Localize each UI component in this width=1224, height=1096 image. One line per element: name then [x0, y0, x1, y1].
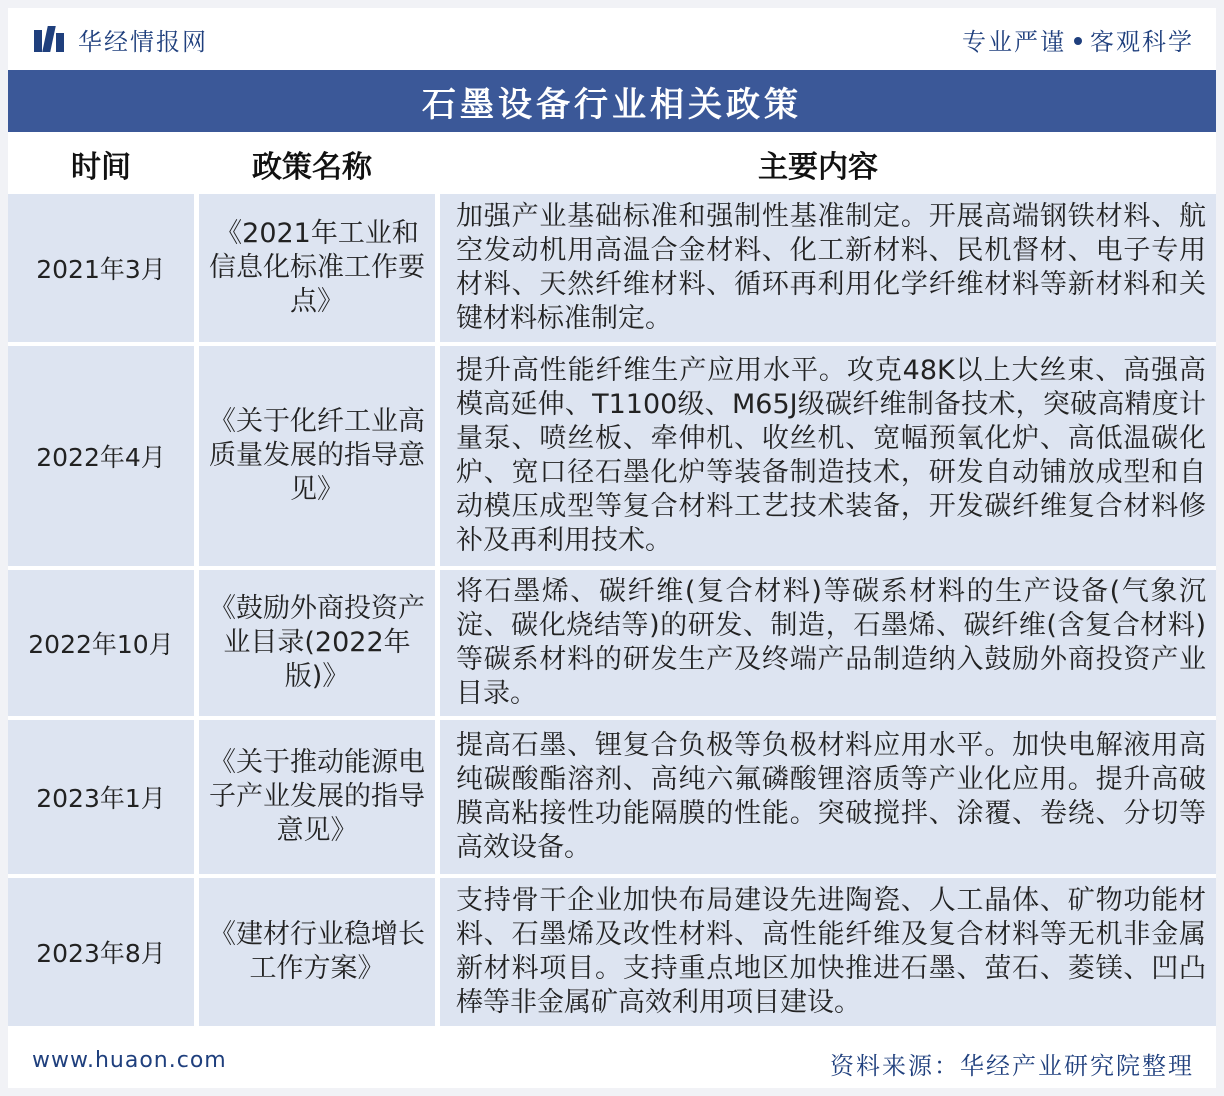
cell-content: 提升高性能纤维生产应用水平。攻克48K以上大丝束、高强高模高延伸、T1100级、M65J级碳纤维制备技术，突破高精度计量泵、喷丝板、牵伸机、收丝机、宽幅预氧化炉、高低温碳化炉、宽口径石墨化炉等装备制造技术，研发自动铺放成型和自动模压成型等复合材料工艺技术装备，开发碳纤维复合材料修补及再利用技术。: [440, 346, 1216, 566]
website-link[interactable]: www.huaon.com: [32, 1048, 227, 1073]
cell-policy: 《建材行业稳增长工作方案》: [199, 878, 435, 1026]
logo-text: 华经情报网: [78, 28, 208, 56]
table-row: [8, 194, 1216, 342]
cell-policy: 《关于推动能源电子产业发展的指导意见》: [199, 720, 435, 874]
table-row: [8, 570, 1216, 716]
cell-date: 2022年4月: [8, 346, 194, 566]
table-row: [8, 720, 1216, 874]
slogan: [962, 22, 1194, 57]
slogan-left: 专业严谨: [962, 28, 1066, 56]
cell-content: 将石墨烯、碳纤维(复合材料)等碳系材料的生产设备(气象沉淀、碳化烧结等)的研发、制造，石墨烯、碳纤维(含复合材料)等碳系材料的研发生产及终端产品制造纳入鼓励外商投资产业目录。: [440, 570, 1216, 716]
title-bar: [8, 70, 1216, 132]
cell-policy: 《关于化纤工业高质量发展的指导意见》: [199, 346, 435, 566]
table-row: [8, 346, 1216, 566]
top-bar: [8, 8, 1216, 64]
cell-date: 2023年1月: [8, 720, 194, 874]
logo-bars-icon: [32, 26, 66, 54]
cell-date: 2023年8月: [8, 878, 194, 1026]
policy-table: [8, 138, 1216, 1026]
bullet-dot-icon: [1074, 37, 1082, 45]
column-header-policy: 政策名称: [252, 150, 372, 185]
cell-content: 提高石墨、锂复合负极等负极材料应用水平。加快电解液用高纯碳酸酯溶剂、高纯六氟磷酸锂溶质等产业化应用。提升高破膜高粘接性功能隔膜的性能。突破搅拌、涂覆、卷绕、分切等高效设备。: [440, 720, 1216, 874]
column-header-content: 主要内容: [758, 150, 878, 185]
table-row: [8, 878, 1216, 1026]
cell-content: 加强产业基础标准和强制性基准制定。开展高端钢铁材料、航空发动机用高温合金材料、化工新材料、民机督材、电子专用材料、天然纤维材料、循环再利用化学纤维材料等新材料和关键材料标准制定。: [440, 194, 1216, 342]
source-note: 资料来源：华经产业研究院整理: [830, 1052, 1194, 1080]
table-header: [8, 138, 1216, 190]
page-title: 石墨设备行业相关政策: [422, 84, 802, 125]
cell-content: 支持骨干企业加快布局建设先进陶瓷、人工晶体、矿物功能材料、石墨烯及改性材料、高性能纤维及复合材料等无机非金属新材料项目。支持重点地区加快推进石墨、萤石、菱镁、凹凸棒等非金属矿高效利用项目建设。: [440, 878, 1216, 1026]
slogan-right: 客观科学: [1090, 28, 1194, 56]
cell-policy: 《2021年工业和信息化标准工作要点》: [199, 194, 435, 342]
brand-logo: [32, 22, 208, 57]
footer: [8, 1030, 1216, 1088]
cell-policy: 《鼓励外商投资产业目录(2022年版)》: [199, 570, 435, 716]
cell-date: 2021年3月: [8, 194, 194, 342]
cell-date: 2022年10月: [8, 570, 194, 716]
column-header-date: 时间: [71, 150, 131, 185]
infographic-frame: [8, 8, 1216, 1088]
